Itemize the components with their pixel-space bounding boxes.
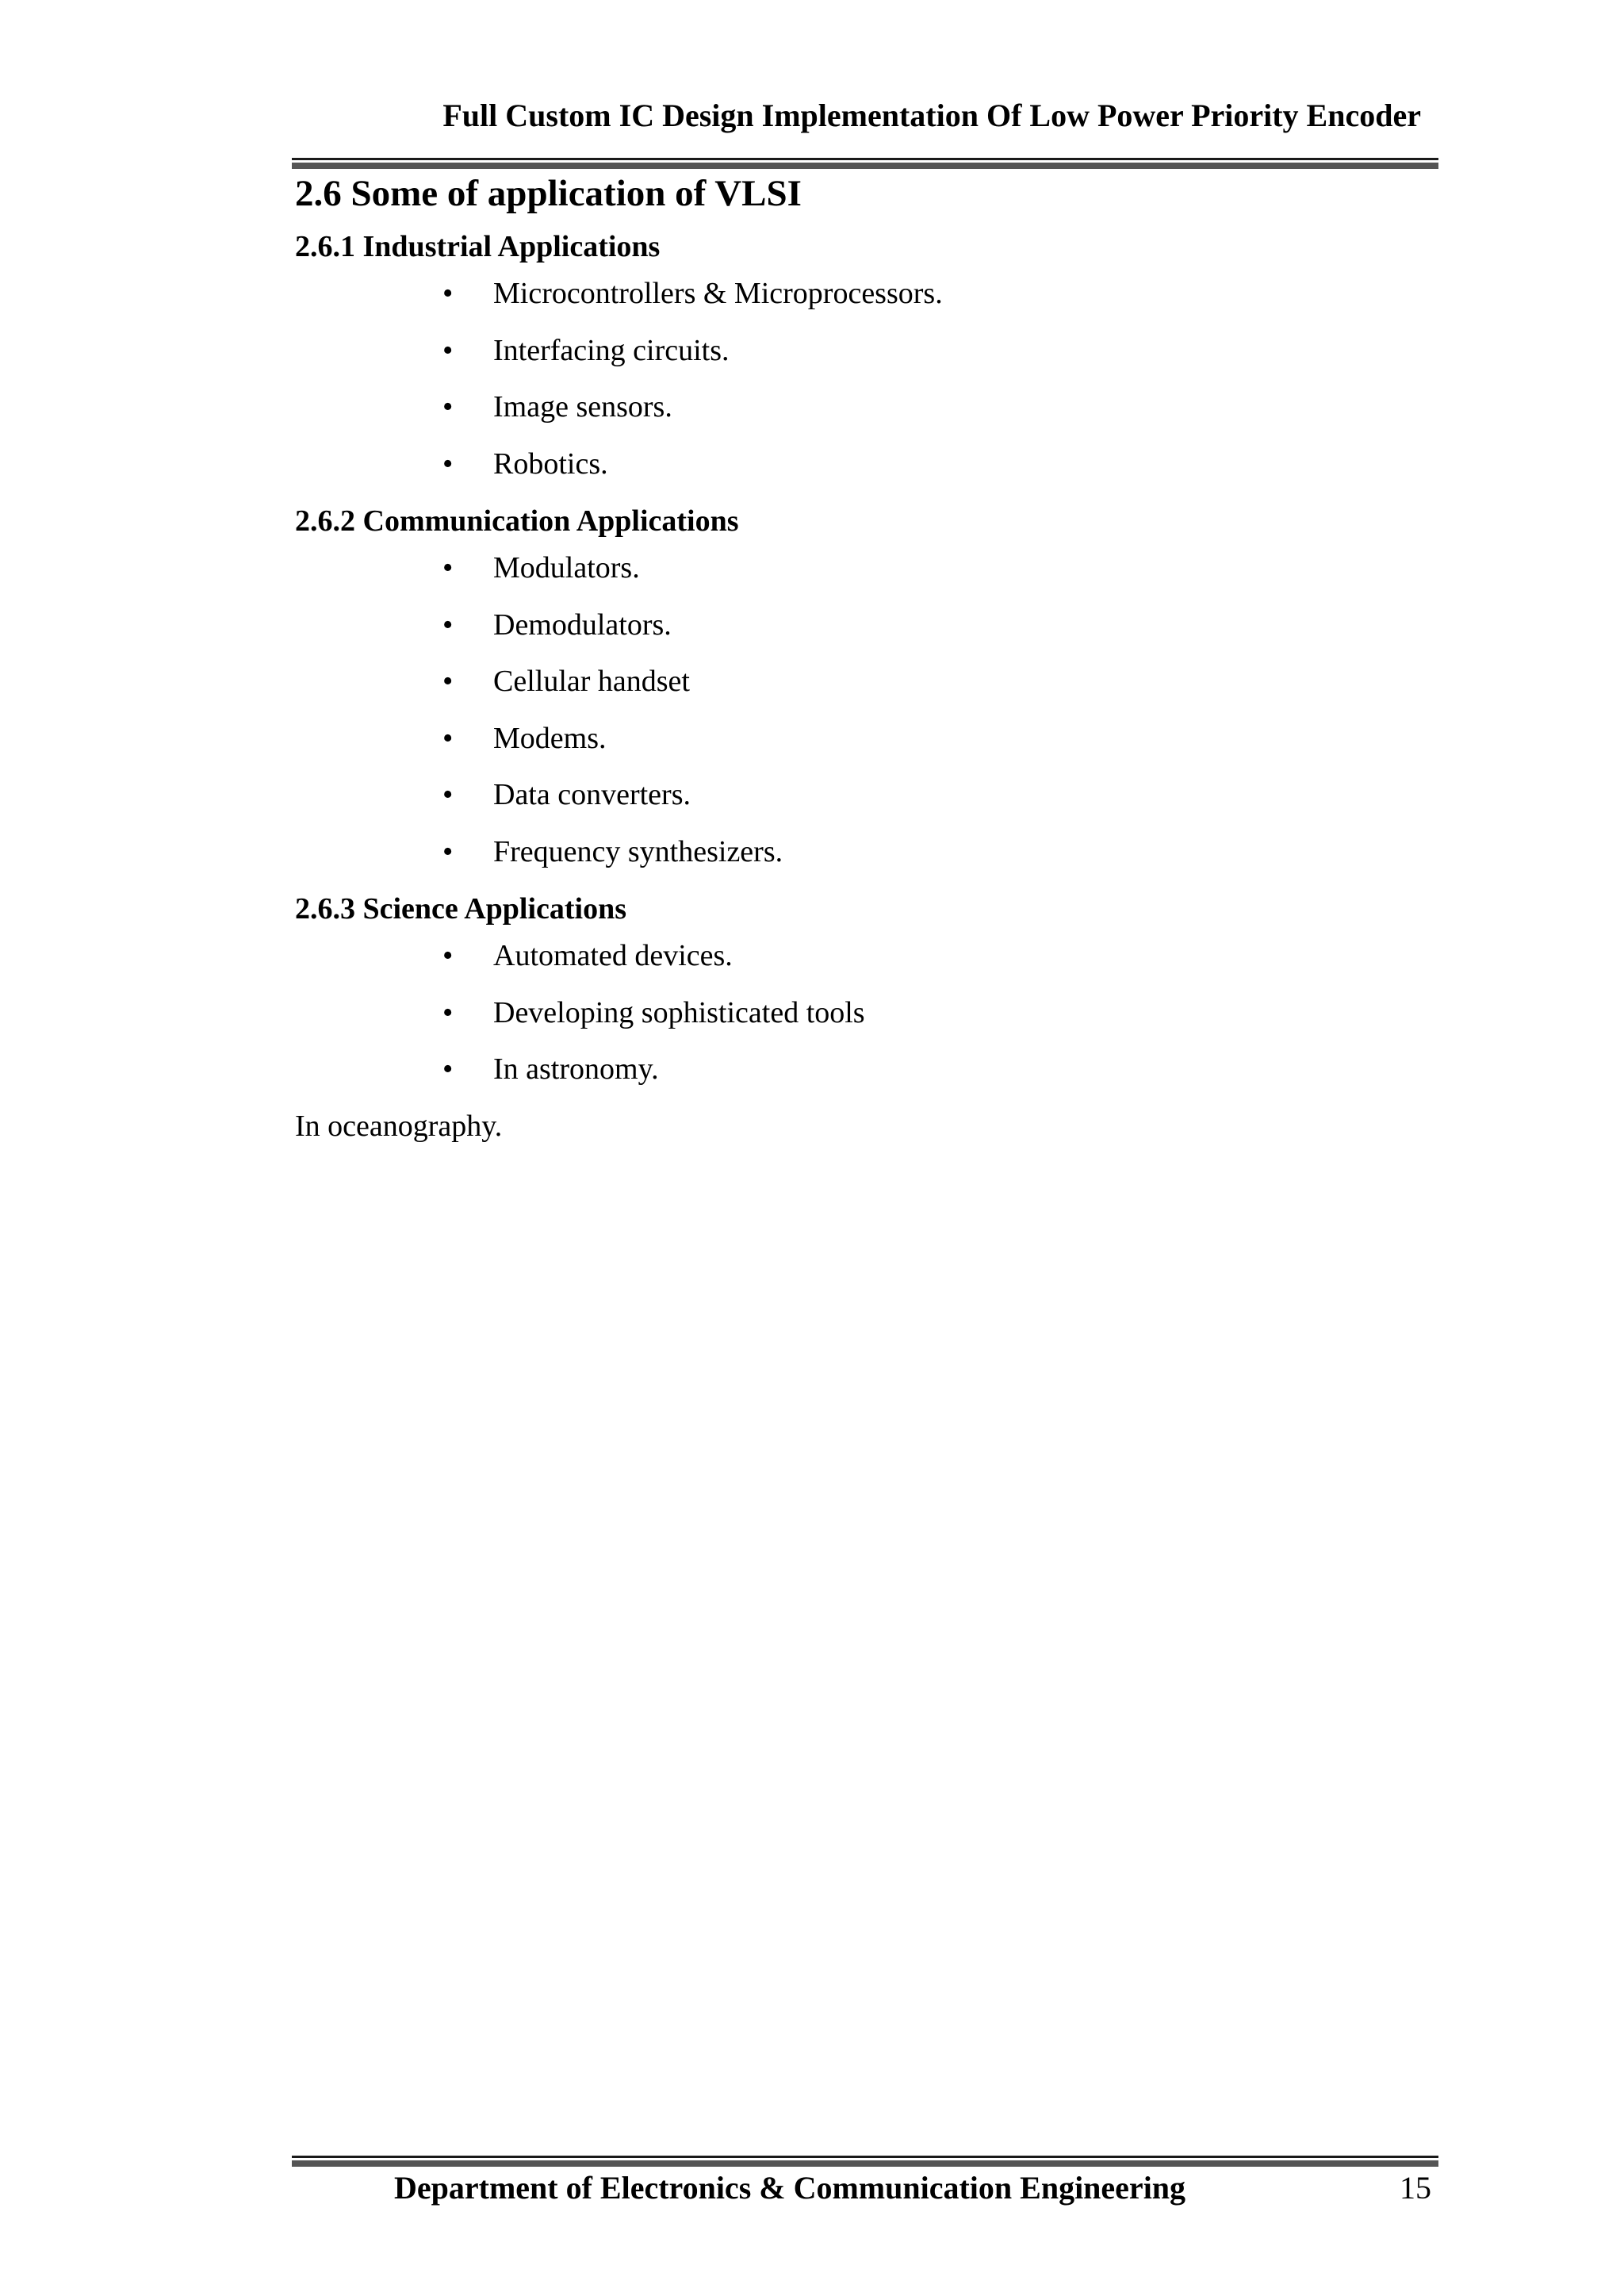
list-item	[295, 606, 1437, 644]
trailing-paragraph: In oceanography.	[295, 1109, 503, 1143]
bullet-icon: •	[442, 1052, 454, 1086]
list-item-text: Robotics.	[493, 447, 608, 481]
list-item	[295, 776, 1437, 814]
subsection-title-science: 2.6.3 Science Applications	[295, 892, 627, 926]
list-item	[295, 662, 1437, 700]
list-item-text: Microcontrollers & Microprocessors.	[493, 277, 943, 310]
bullet-icon: •	[442, 665, 454, 698]
science-applications-list	[295, 937, 1437, 1088]
bullet-icon: •	[442, 778, 454, 811]
list-item	[295, 994, 1437, 1032]
running-header: Full Custom IC Design Implementation Of Low Power Priority Encoder	[442, 98, 1421, 133]
section-title: 2.6 Some of application of VLSI	[295, 173, 802, 214]
list-item-text: Developing sophisticated tools	[493, 995, 865, 1029]
bullet-icon: •	[442, 447, 454, 481]
list-item-text: Data converters.	[493, 778, 691, 811]
list-item	[295, 1050, 1437, 1088]
industrial-applications-list	[295, 274, 1437, 483]
bullet-icon: •	[442, 333, 454, 367]
footer-department: Department of Electronics & Communication Engineering	[394, 2170, 1186, 2206]
list-item-text: Frequency synthesizers.	[493, 834, 783, 868]
bullet-icon: •	[442, 834, 454, 868]
list-item	[295, 332, 1437, 370]
list-item	[295, 549, 1437, 587]
page-body	[295, 167, 1437, 1145]
list-item-text: Modulators.	[493, 551, 640, 585]
list-item	[295, 937, 1437, 975]
bullet-icon: •	[442, 277, 454, 310]
list-item	[295, 274, 1437, 312]
bullet-icon: •	[442, 939, 454, 972]
list-item-text: In astronomy.	[493, 1052, 659, 1086]
list-item	[295, 445, 1437, 483]
communication-applications-list	[295, 549, 1437, 871]
list-item-text: Cellular handset	[493, 665, 690, 698]
list-item-text: Demodulators.	[493, 608, 672, 642]
bullet-icon: •	[442, 551, 454, 585]
page-number: 15	[1400, 2170, 1431, 2206]
bullet-icon: •	[442, 608, 454, 642]
bullet-icon: •	[442, 390, 454, 424]
list-item	[295, 719, 1437, 757]
list-item	[295, 833, 1437, 871]
list-item	[295, 388, 1437, 426]
list-item-text: Image sensors.	[493, 390, 672, 424]
list-item-text: Interfacing circuits.	[493, 333, 730, 367]
page-footer	[0, 2166, 1624, 2214]
list-item-text: Modems.	[493, 721, 607, 755]
footer-rule	[292, 2156, 1438, 2167]
list-item-text: Automated devices.	[493, 939, 733, 972]
subsection-title-industrial: 2.6.1 Industrial Applications	[295, 230, 661, 263]
bullet-icon: •	[442, 721, 454, 755]
subsection-title-communication: 2.6.2 Communication Applications	[295, 504, 739, 538]
bullet-icon: •	[442, 995, 454, 1029]
